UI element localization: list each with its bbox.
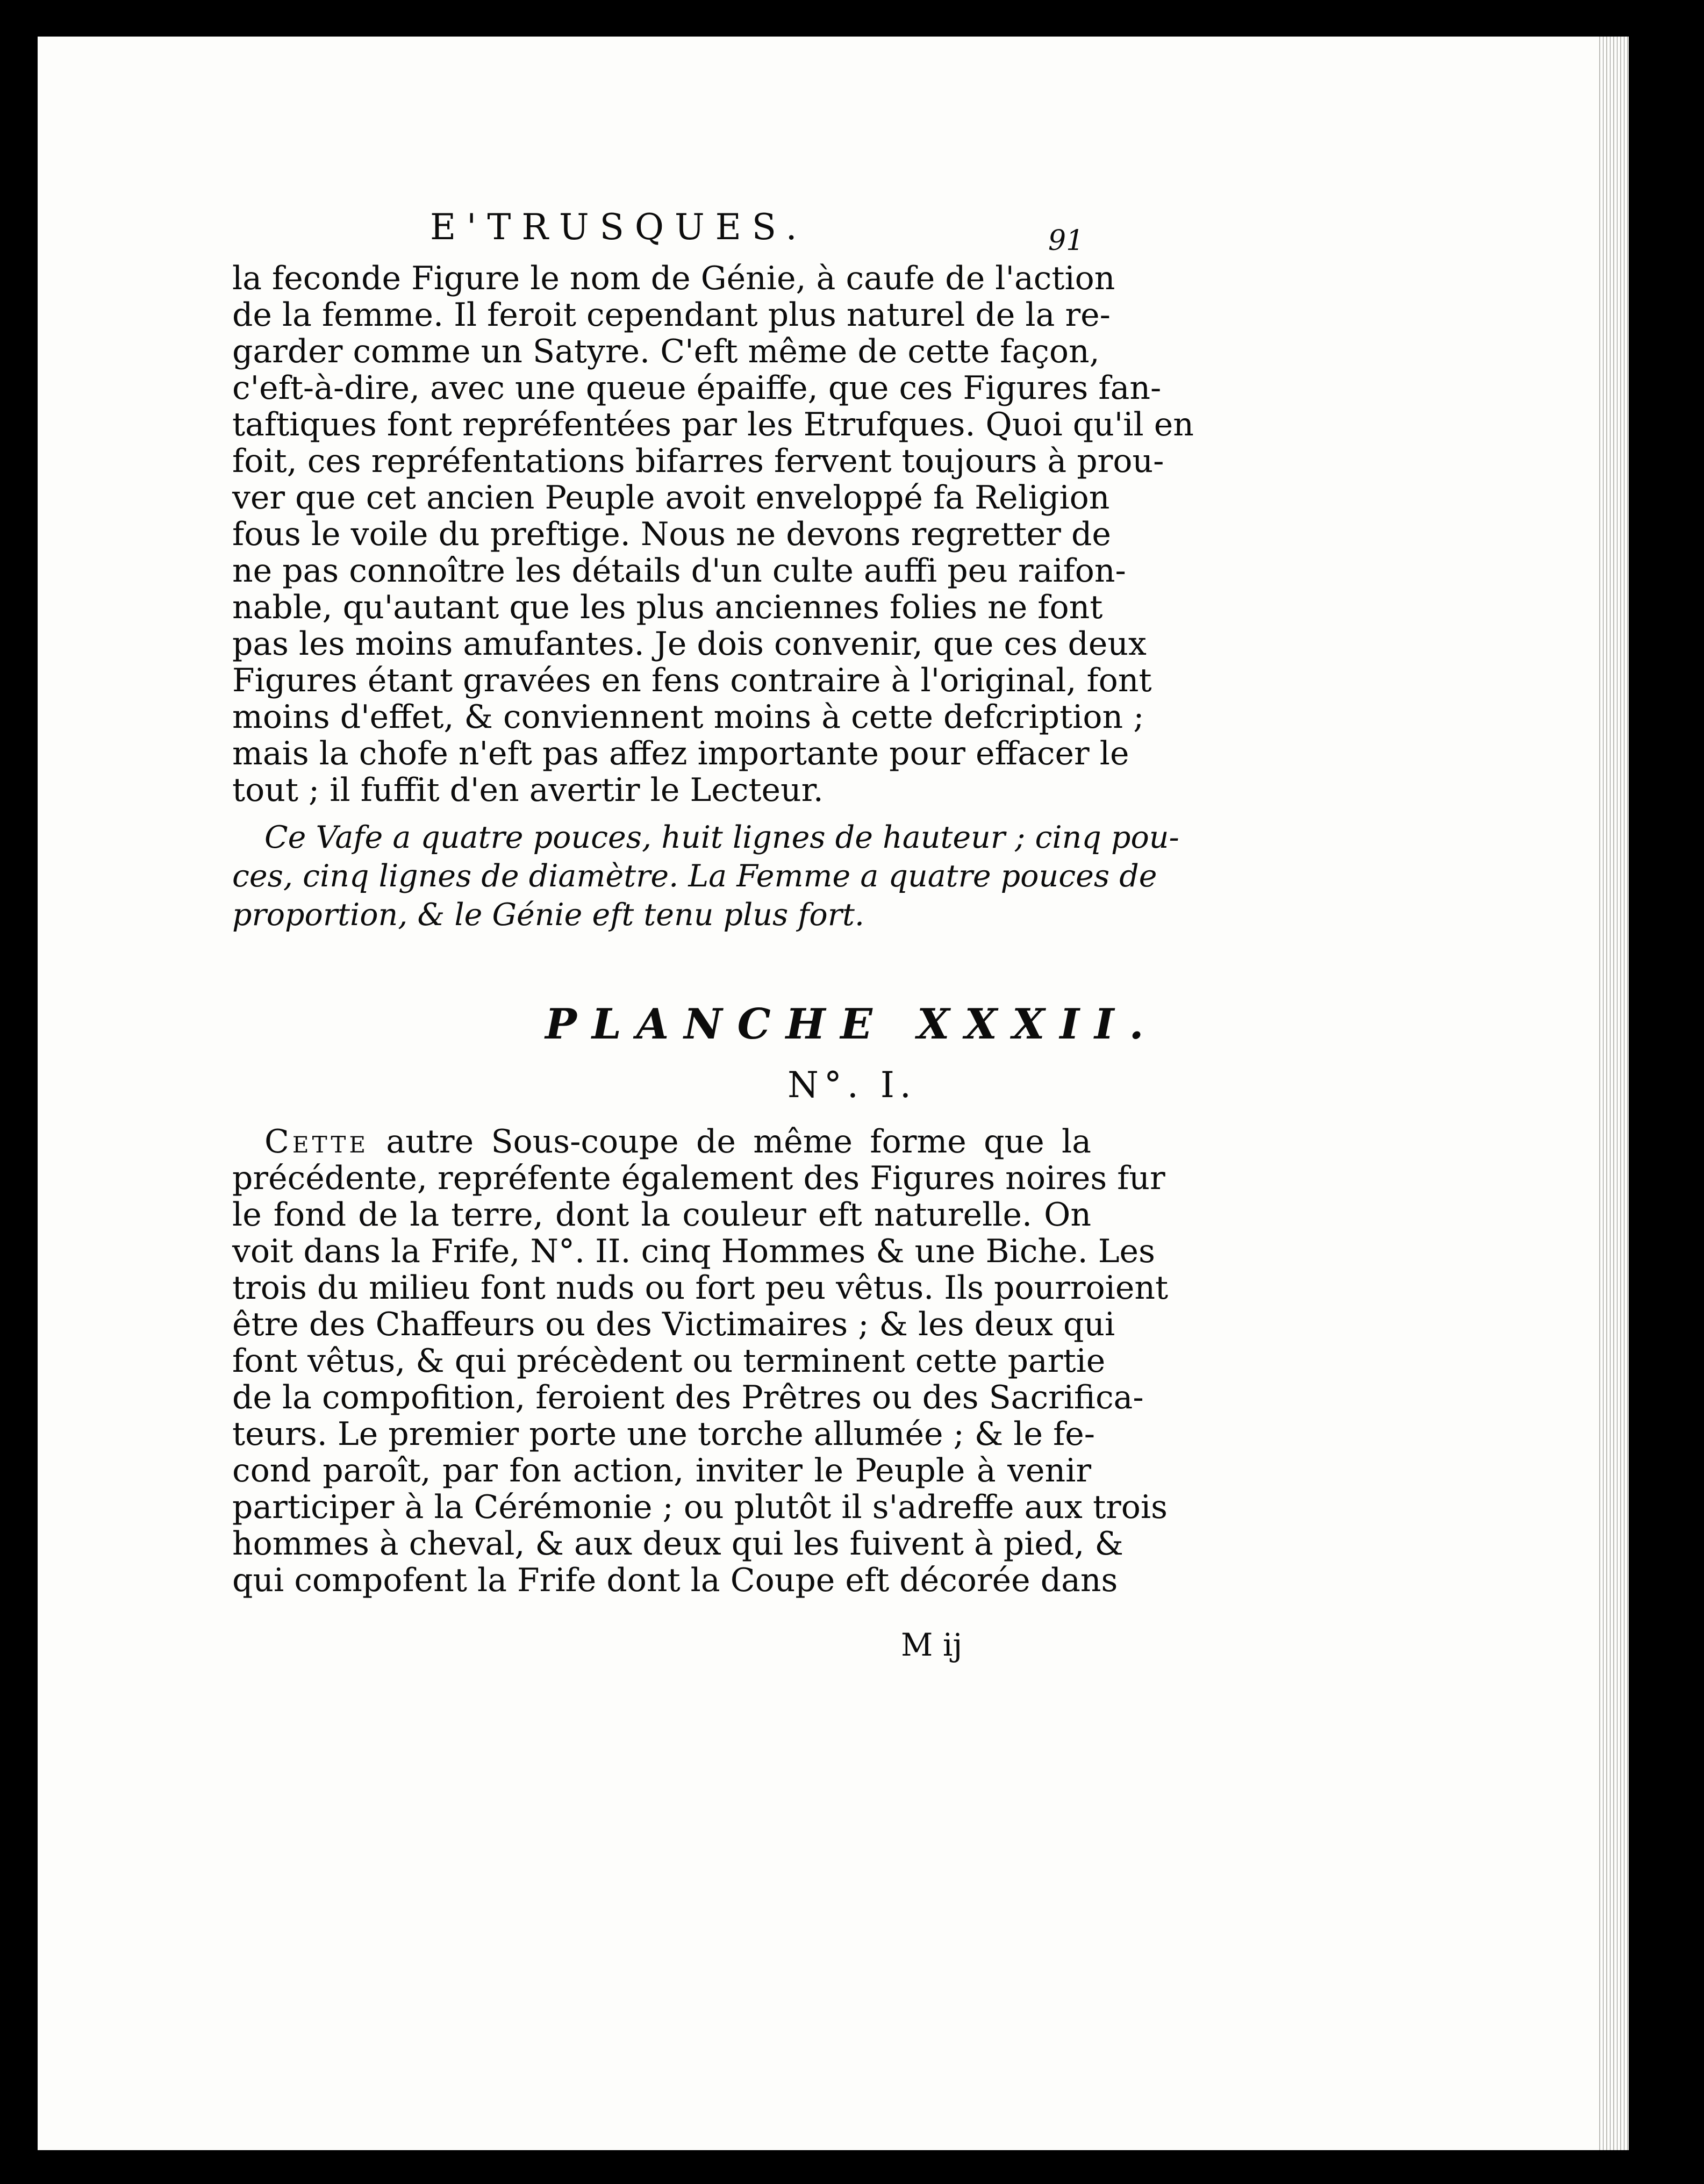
text-line: ver que cet ancien Peuple avoit enveloppé fa Religion	[232, 479, 1110, 517]
text-line: garder comme un Satyre. C'eft même de cette façon,	[232, 333, 1100, 370]
text-line: cond paroît, par fon action, inviter le Peuple à venir	[232, 1452, 1091, 1490]
text-line: font vêtus, & qui précèdent ou terminent cette partie	[232, 1342, 1106, 1380]
text-line: nable, qu'autant que les plus anciennes folies ne font	[232, 589, 1103, 626]
text-line: qui compofent la Frife dont la Coupe eft décorée dans	[232, 1562, 1118, 1599]
italic-line: Ce Vafe a quatre pouces, huit lignes de hauteur ; cinq pou-	[264, 820, 1179, 855]
text-line: hommes à cheval, & aux deux qui les fuivent à pied, &	[232, 1525, 1123, 1563]
number-heading: N°. I.	[787, 1064, 917, 1106]
text-line: fous le voile du preftige. Nous ne devons regretter de	[232, 515, 1111, 553]
text-line-first	[264, 1123, 1091, 1162]
text-line: le fond de la terre, dont la couleur eft naturelle. On	[232, 1196, 1091, 1234]
text-line: précédente, repréfente également des Figures noires fur	[232, 1159, 1165, 1197]
text-line: pas les moins amufantes. Je dois convenir, que ces deux	[232, 625, 1147, 663]
drop-word: Cette	[264, 1123, 369, 1161]
italic-line: ces, cinq lignes de diamètre. La Femme a quatre pouces de	[232, 858, 1157, 894]
text-line: tout ; il fuffit d'en avertir le Lecteur.	[232, 771, 824, 809]
plate-heading: PLANCHE XXXII.	[545, 1000, 1159, 1049]
text-line: mais la chofe n'eft pas affez importante pour effacer le	[232, 735, 1129, 772]
text-line: c'eft-à-dire, avec une queue épaiffe, que ces Figures fan-	[232, 369, 1162, 407]
text-line: taftiques font repréfentées par les Etrufques. Quoi qu'il en	[232, 406, 1194, 443]
text-line: de la compofition, feroient des Prêtres ou des Sacrifica-	[232, 1379, 1144, 1416]
text-line: foit, ces repréfentations bifarres fervent toujours à prou-	[232, 442, 1164, 480]
italic-line: proportion, & le Génie eft tenu plus fort.	[232, 897, 865, 933]
text-line: Figures étant gravées en fens contraire à l'original, font	[232, 662, 1152, 699]
text-line: trois du milieu font nuds ou fort peu vêtus. Ils pourroient	[232, 1269, 1169, 1307]
text-line-rest: autre Sous-coupe de même forme que la	[386, 1123, 1091, 1161]
running-title: E'TRUSQUES.	[430, 206, 808, 248]
text-line: ne pas connoître les détails d'un culte auffi peu raifon-	[232, 552, 1126, 590]
text-line: participer à la Cérémonie ; ou plutôt il s'adreffe aux trois	[232, 1488, 1168, 1526]
text-line: être des Chaffeurs ou des Victimaires ; & les deux qui	[232, 1306, 1115, 1343]
text-line: voit dans la Frife, N°. II. cinq Hommes & une Biche. Les	[232, 1233, 1155, 1270]
page-number: 91	[1048, 225, 1084, 257]
text-line: teurs. Le premier porte une torche allumée ; & le fe-	[232, 1415, 1096, 1453]
text-line: la feconde Figure le nom de Génie, à caufe de l'action	[232, 260, 1115, 297]
text-line: moins d'effet, & conviennent moins à cette defcription ;	[232, 698, 1144, 736]
signature-mark: M ij	[901, 1627, 963, 1663]
text-line: de la femme. Il feroit cependant plus naturel de la re-	[232, 296, 1111, 334]
